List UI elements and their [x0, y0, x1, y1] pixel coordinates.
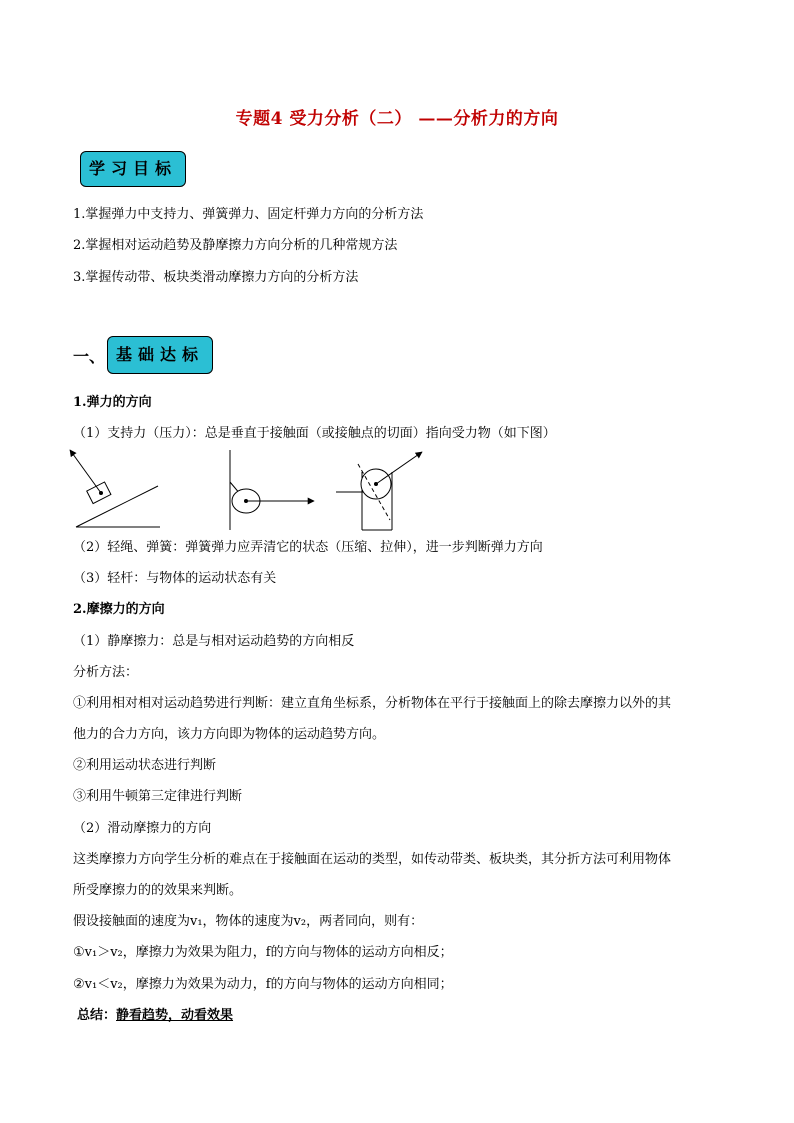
- badge-objectives: 学习目标: [80, 151, 186, 187]
- objective-2: 2.掌握相对运动趋势及静摩擦力方向分析的几种常规方法: [73, 238, 398, 253]
- para-sliding-desc-a: 这类摩擦力方向学生分析的难点在于接触面在运动的类型，如传动带类、板块类，其分折方法可利用物体: [73, 852, 672, 867]
- para-rod: （3）轻杆：与物体的运动状态有关: [73, 571, 277, 586]
- section-number: 一、: [73, 347, 106, 366]
- incline-block-figure: [70, 450, 160, 527]
- ball-edge-figure: [336, 452, 422, 530]
- heading-friction: 2.摩擦力的方向: [73, 602, 165, 617]
- para-method-2: ②利用运动状态进行判断: [73, 758, 217, 773]
- objective-3: 3.掌握传动带、板块类滑动摩擦力方向的分析方法: [73, 270, 359, 285]
- heading-elastic-force: 1.弹力的方向: [73, 395, 152, 410]
- summary-text: 静看趋势，动看效果: [116, 1008, 234, 1023]
- ball-wall-figure: [230, 450, 314, 530]
- summary-label: 总结：: [77, 1008, 117, 1023]
- objective-1: 1.掌握弹力中支持力、弹簧弹力、固定杆弹力方向的分析方法: [73, 207, 424, 222]
- support-force-diagram: [60, 444, 440, 536]
- para-rope-spring: （2）轻绳、弹簧：弹簧弹力应弄清它的状态（压缩、拉伸），进一步判断弹力方向: [73, 540, 543, 555]
- para-support-force: （1）支持力（压力）：总是垂直于接触面（或接触点的切面）指向受力物（如下图）: [73, 426, 556, 441]
- para-method-1a: ①利用相对相对运动趋势进行判断：建立直角坐标系，分析物体在平行于接触面上的除去摩擦力以外的其: [73, 696, 672, 711]
- page-title: 专题4 受力分析（二） ——分析力的方向: [235, 109, 559, 129]
- para-assumption: 假设接触面的速度为v₁，物体的速度为v₂，两者同向，则有：: [73, 914, 424, 929]
- para-method-3: ③利用牛顿第三定律进行判断: [73, 789, 243, 804]
- badge-basics: 基础达标: [107, 336, 213, 374]
- para-method-label: 分析方法：: [73, 665, 139, 680]
- para-sliding-desc-b: 所受摩擦力的的效果来判断。: [73, 883, 243, 898]
- para-method-1b: 他力的合力方向，该力方向即为物体的运动趋势方向。: [73, 727, 386, 742]
- summary: [77, 1007, 233, 1025]
- para-case-1: ①v₁＞v₂，摩擦力为效果为阻力，f的方向与物体的运动方向相反；: [73, 945, 453, 960]
- para-case-2: ②v₁＜v₂，摩擦力为效果为动力，f的方向与物体的运动方向相同；: [73, 977, 453, 992]
- para-static-friction: （1）静摩擦力：总是与相对运动趋势的方向相反: [73, 634, 355, 649]
- para-sliding-friction: （2）滑动摩擦力的方向: [73, 821, 212, 836]
